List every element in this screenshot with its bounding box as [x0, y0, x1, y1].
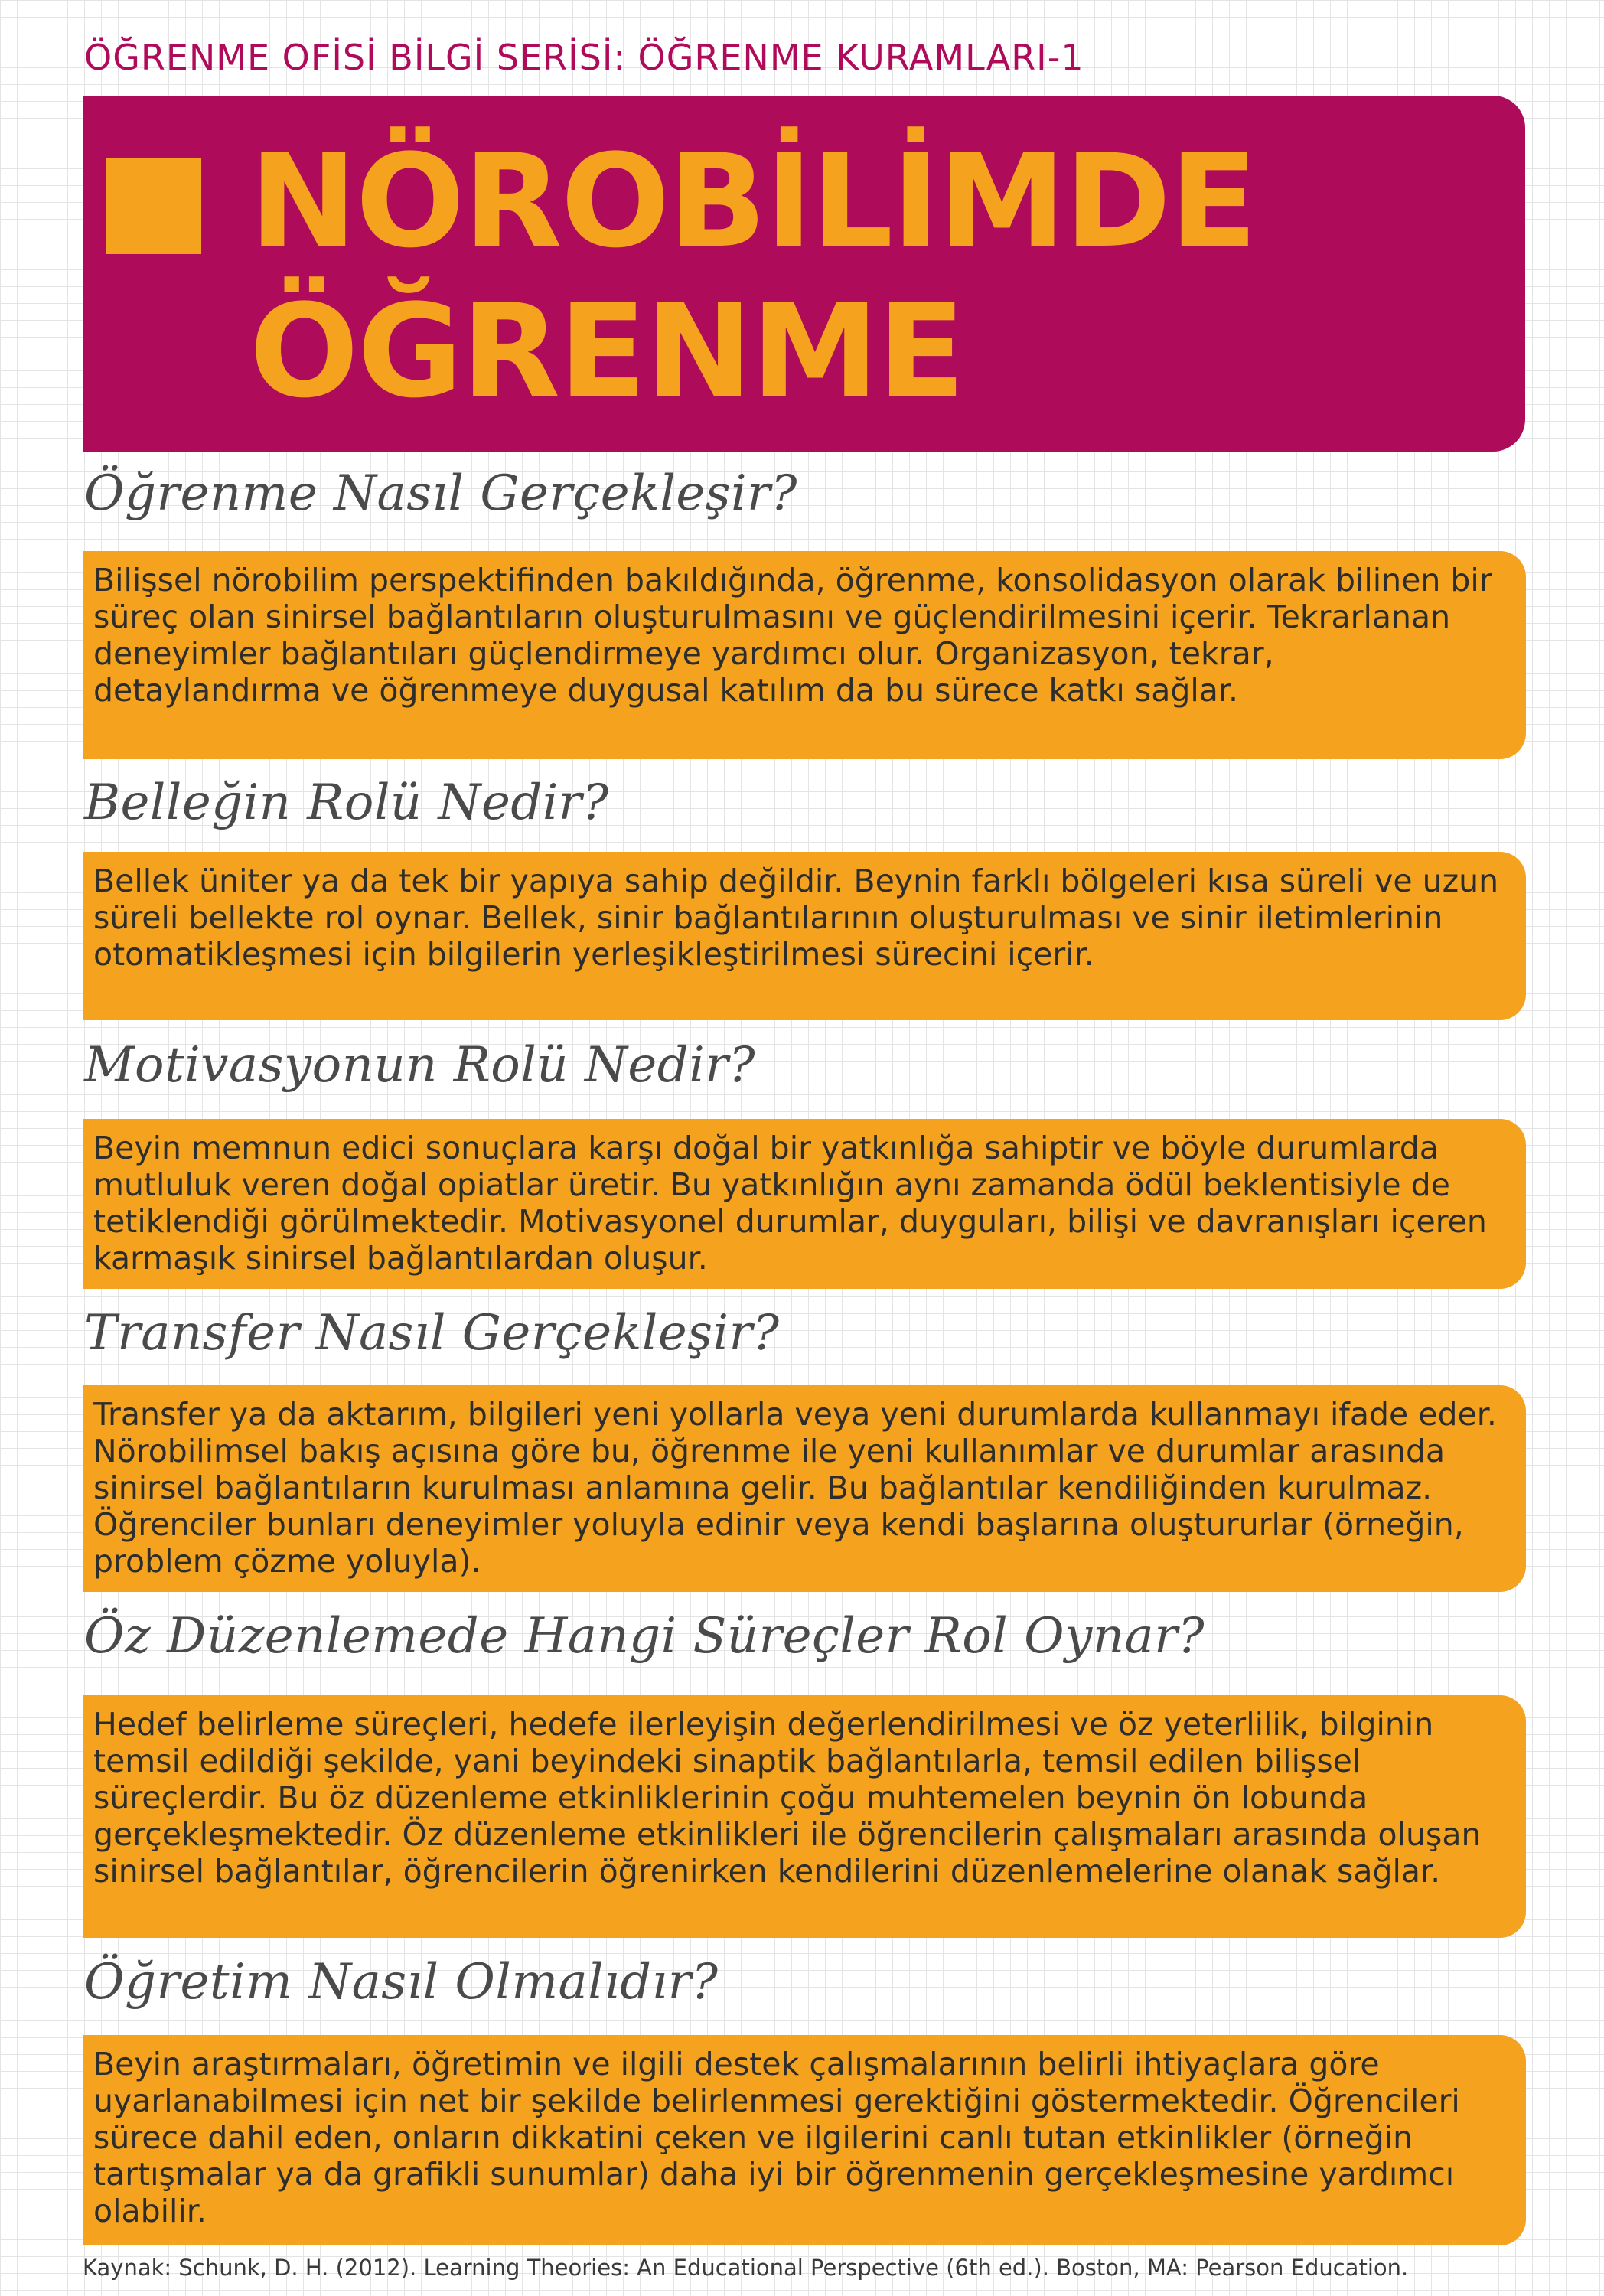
section-heading-self-regulation: Öz Düzenlemede Hangi Süreçler Rol Oynar?: [84, 1608, 1205, 1665]
square-icon: [106, 158, 201, 254]
page-title-line-2: ÖĞRENME: [249, 276, 964, 426]
section-card-memory: Bellek üniter ya da tek bir yapıya sahip değildir. Beynin farklı bölgeleri kısa süreli ve uzun süreli bellekte rol oynar. Bellek, sinir bağlantılarının oluşturulması ve sinir iletimlerinin otomatikleşmesi için bilgilerin yerleşikleştirilmesi sürecini içerir.: [83, 852, 1526, 1020]
title-banner: [83, 96, 1525, 452]
page-title: [249, 126, 1256, 426]
section-heading-motivation: Motivasyonun Rolü Nedir?: [84, 1037, 756, 1094]
section-card-transfer: Transfer ya da aktarım, bilgileri yeni yollarla veya yeni durumlarda kullanmayı ifade eder. Nörobilimsel bakış açısına göre bu, öğrenme ile yeni kullanımlar ve durumlar arasında sinirsel bağlantıların kurulması anlamına gelir. Bu bağlantılar kendiliğinden kurulmaz. Öğrenciler bunları deneyimler yoluyla edinir veya kendi başlarına oluştururlar (örneğin, problem çözme yoluyla).: [83, 1385, 1526, 1592]
section-card-learning: Bilişsel nörobilim perspektifinden bakıldığında, öğrenme, konsolidasyon olarak bilinen bir süreç olan sinirsel bağlantıların oluşturulmasını ve güçlendirilmesini içerir. Tekrarlanan deneyimler bağlantıları güçlendirmeye yardımcı olur. Organizasyon, tekrar, detaylandırma ve öğrenmeye duygusal katılım da bu sürece katkı sağlar.: [83, 551, 1526, 759]
series-title: ÖĞRENME OFİSİ BİLGİ SERİSİ: ÖĞRENME KURAMLARI-1: [84, 37, 1084, 78]
page-title-line-1: NÖROBİLİMDE: [249, 126, 1257, 276]
source-citation: Kaynak: Schunk, D. H. (2012). Learning Theories: An Educational Perspective (6th ed.). Boston, MA: Pearson Education.: [83, 2255, 1409, 2281]
section-card-self-regulation: Hedef belirleme süreçleri, hedefe ilerleyişin değerlendirilmesi ve öz yeterlilik, bilginin temsil edildiği şekilde, yani beyindeki sinaptik bağlantılarla, temsil edilen bilişsel süreçlerdir. Bu öz düzenleme etkinliklerinin çoğu muhtemelen beynin ön lobunda gerçekleşmektedir. Öz düzenleme etkinlikleri ile öğrencilerin çalışmaları arasında oluşan sinirsel bağlantılar, öğrencilerin öğrenirken kendilerini düzenlemelerine olanak sağlar.: [83, 1695, 1526, 1938]
section-card-motivation: Beyin memnun edici sonuçlara karşı doğal bir yatkınlığa sahiptir ve böyle durumlarda mutluluk veren doğal opiatlar üretir. Bu yatkınlığın aynı zamanda ödül beklentisiyle de tetiklendiği görülmektedir. Motivasyonel durumlar, duyguları, bilişi ve davranışları içeren karmaşık sinirsel bağlantılardan oluşur.: [83, 1119, 1526, 1289]
section-heading-transfer: Transfer Nasıl Gerçekleşir?: [84, 1305, 780, 1362]
section-heading-memory: Belleğin Rolü Nedir?: [84, 775, 609, 831]
section-card-instruction: Beyin araştırmaları, öğretimin ve ilgili destek çalışmalarının belirli ihtiyaçlara göre uyarlanabilmesi için net bir şekilde belirlenmesi gerektiğini göstermektedir. Öğrencileri sürece dahil eden, onların dikkatini çeken ve ilgilerini canlı tutan etkinlikler (örneğin tartışmalar ya da grafikli sunumlar) daha iyi bir öğrenmenin gerçekleşmesine yardımcı olabilir.: [83, 2035, 1526, 2245]
section-heading-instruction: Öğretim Nasıl Olmalıdır?: [84, 1954, 719, 2011]
section-heading-learning: Öğrenme Nasıl Gerçekleşir?: [84, 465, 797, 522]
